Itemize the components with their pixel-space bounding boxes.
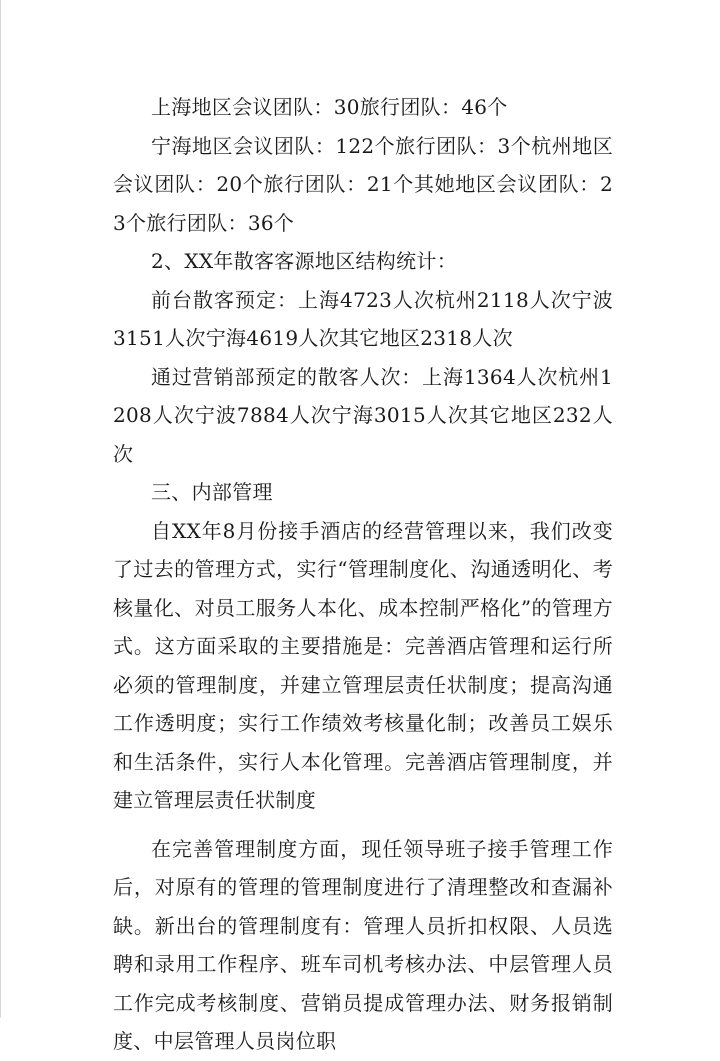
paragraph-shanghai-groups: 上海地区会议团队：30旅行团队：46个 [151, 95, 508, 119]
paragraph-management-approach: 自XX年8月份接手酒店的经营管理以来，我们改变了过去的管理方式，实行“管理制度化、沟通透明化、考核量化、对员工服务人本化、成本控制严格化”的管理方式。这方面采取的主要措施是：完善酒店管理和运行所必须的管理制度，并建立管理层责任状制度；提高沟通工作透明度；实行工作绩效考核量化制；改善员工娱乐和生活条件，实行人本化管理。完善酒店管理制度，并建立管理层责任状制度 [113, 518, 613, 812]
section-heading-individual-stats: 2、XX年散客客源地区结构统计： [151, 249, 458, 273]
paragraph-front-desk-bookings: 前台散客预定：上海4723人次杭州2118人次宁波3151人次宁海4619人次其它地区2318人次 [113, 287, 613, 350]
paragraph-management-systems: 在完善管理制度方面，现任领导班子接手管理工作后，对原有的管理的管理制度进行了清理整改和查漏补缺。新出台的管理制度有：管理人员折扣权限、人员选聘和录用工作程序、班车司机考核办法、中层管理人员工作完成考核制度、营销员提成管理办法、财务报销制度、中层管理人员岗位职 [113, 836, 613, 1053]
document-body [113, 88, 613, 1061]
paragraph-sales-bookings: 通过营销部预定的散客人次：上海1364人次杭州1208人次宁波7884人次宁海3015人次其它地区232人次 [113, 364, 613, 466]
section-heading-internal-management: 三、内部管理 [151, 480, 273, 504]
paragraph-ninghai-groups: 宁海地区会议团队：122个旅行团队：3个杭州地区会议团队：20个旅行团队：21个其她地区会议团队：23个旅行团队：36个 [113, 133, 613, 235]
